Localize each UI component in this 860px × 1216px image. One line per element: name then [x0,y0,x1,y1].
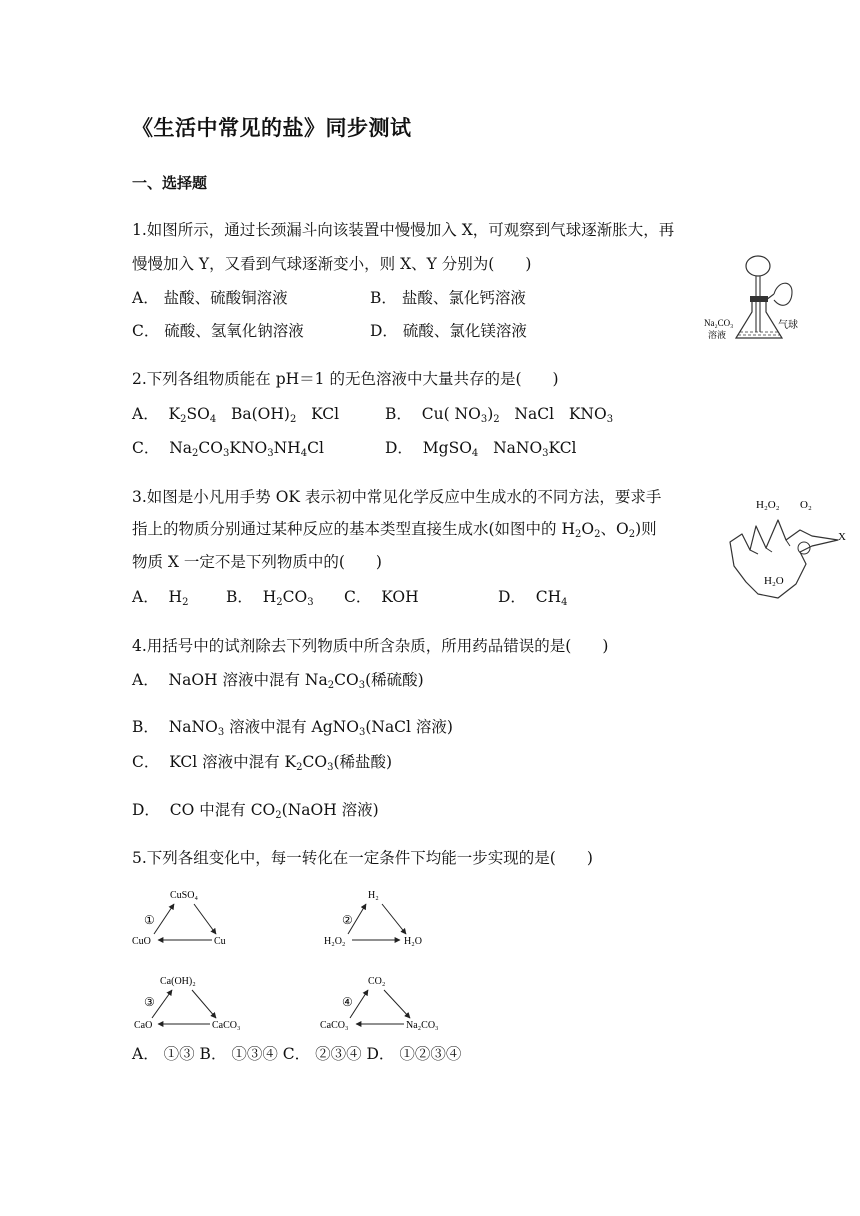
svg-text:CuO: CuO [132,936,151,947]
q2-option-c: C． $Na_2CO_3KNO_3NH_4Cl$ [132,439,324,459]
q1-option-c: C． 硫酸、氢氧化钠溶液 [132,322,304,340]
q5-options: A． ①③ B． ①③④ C． ②③④ D． ①②③④ [132,1045,462,1063]
q2-option-d-prefix: D． [385,439,413,457]
diagram-1 [132,890,226,947]
q2-option-b: B． Cu( $NO_3)_2$ NaCl $KNO_3$ [385,405,614,425]
svg-text:③: ③ [144,995,155,1009]
svg-text:CaCO₃: CaCO₃ [212,1020,241,1031]
q4-option-c: C． KCl 溶液中混有 $K_2CO_3$(稀盐酸) [132,753,393,773]
svg-text:Cu: Cu [214,936,226,947]
svg-text:Ca(OH)₂: Ca(OH)₂ [160,976,196,987]
fig-label-o2: O₂ [800,499,812,511]
q3-option-c: C． KOH [344,588,419,606]
fig-label-solution-2: 溶液 [708,330,727,340]
svg-text:②: ② [342,913,353,927]
fig-label-x: X [838,531,846,543]
svg-text:H₂: H₂ [368,890,379,901]
fig-label-h2o2: H₂O₂ [756,499,780,511]
q3-option-b: B． $H_2CO_3$ [226,588,314,608]
q4-stem: 4.用括号中的试剂除去下列物质中所含杂质，所用药品错误的是( ) [132,637,609,655]
diagram-4 [320,976,439,1031]
q1-stem-line2: 慢慢加入 Y，又看到气球逐渐变小，则 X、Y 分别为( ) [132,255,532,273]
q1-option-a: A． 盐酸、硫酸铜溶液 [132,289,288,307]
ok-hand-figure [720,490,850,605]
svg-text:CaCO₃: CaCO₃ [320,1020,349,1031]
svg-text:Na₂CO₃: Na₂CO₃ [406,1020,439,1031]
q2-option-a: A． $K_2SO_4$ $Ba(OH)_2$ KCl [132,405,340,425]
section-heading: 一、选择题 [132,174,208,192]
q1-option-d: D． 硫酸、氯化镁溶液 [370,322,527,340]
q2-stem: 2.下列各组物质能在 pH＝1 的无色溶液中大量共存的是( ) [132,370,559,388]
diagram-2 [324,890,422,947]
q4-option-d: D． CO 中混有 $CO_2(NaOH$ 溶液) [132,801,379,821]
q4-option-b: B． NaNO$_3$ 溶液中混有 AgNO$_3$(NaCl 溶液) [132,718,453,738]
q2-option-a-prefix: A． [132,405,159,423]
q2-option-c-prefix: C． [132,439,160,457]
svg-text:CuSO₄: CuSO₄ [170,890,198,901]
q1-option-b: B． 盐酸、氯化钙溶液 [370,289,526,307]
q2-option-d: D． MgSO$_4$ NaNO$_3$KCl [385,439,577,459]
q3-option-d: D． $CH_4$ [498,588,568,608]
fig-label-h2o: H₂O [764,575,784,587]
q5-stem: 5.下列各组变化中，每一转化在一定条件下均能一步实现的是( ) [132,849,593,867]
page-title: 《生活中常见的盐》同步测试 [132,116,412,140]
svg-text:CO₂: CO₂ [368,976,386,987]
q3-option-a: A． $H_2$ [132,588,189,608]
svg-text:H₂O: H₂O [404,936,422,947]
fig-label-balloon: 气球 [778,320,798,331]
svg-text:①: ① [144,913,155,927]
q3-stem-line2: 指上的物质分别通过某种反应的基本类型直接生成水(如图中的 $H_2O_2$、$O_2$)则 [132,520,657,540]
diagram-3 [134,976,241,1031]
q3-stem-line3: 物质 X 一定不是下列物质中的( ) [132,553,382,571]
q2-option-b-prefix: B． [385,405,412,423]
svg-text:④: ④ [342,995,353,1009]
q1-stem-line1: 1.如图所示，通过长颈漏斗向该装置中慢慢加入 X，可观察到气球逐渐胀大，再 [132,221,675,239]
q4-option-a: A． NaOH 溶液中混有 $Na_2CO_3$(稀硫酸) [132,671,424,691]
conversion-diagrams [128,884,458,1036]
svg-text:H₂O₂: H₂O₂ [324,936,346,947]
q3-stem-line1: 3.如图是小凡用手势 OK 表示初中常见化学反应中生成水的不同方法，要求手 [132,488,662,506]
svg-text:CaO: CaO [134,1020,153,1031]
flask-balloon-figure [700,250,810,345]
fig-label-solution: Na₂CO₃ [704,318,734,328]
